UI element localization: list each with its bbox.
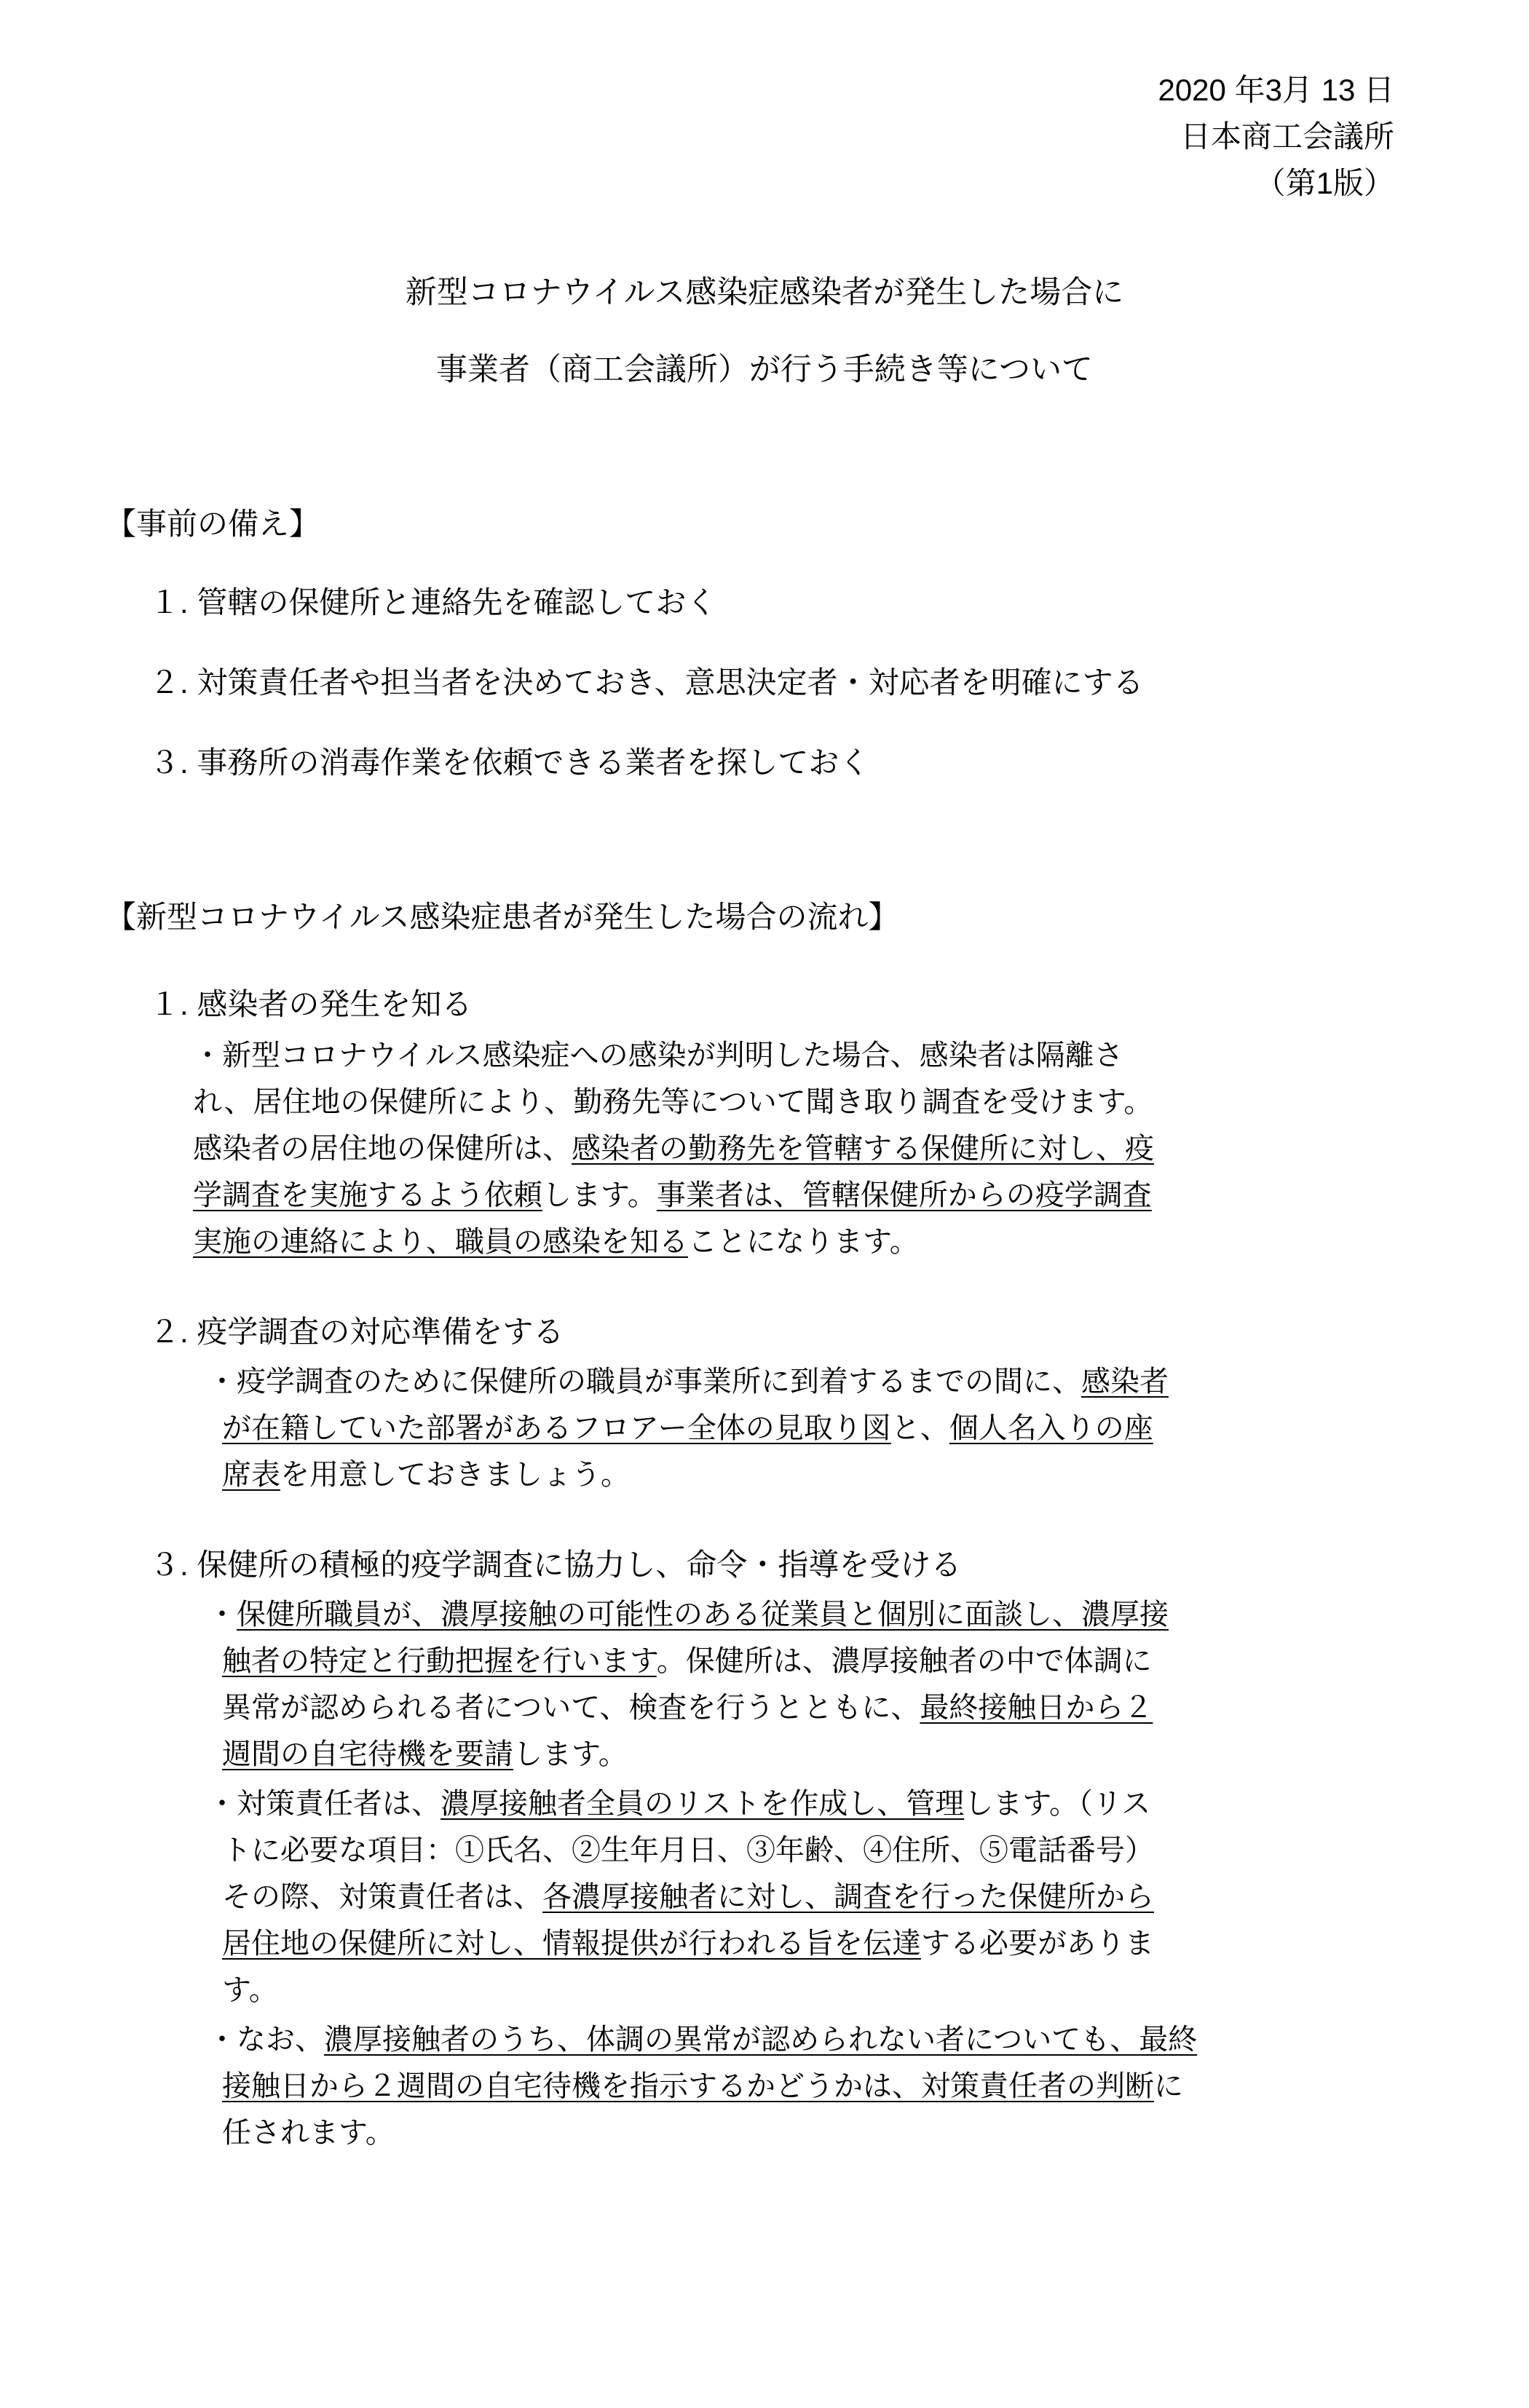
- flow-step-3-line: 接触日から２週間の自宅待機を指示するかどうかは、対策責任者の判断に: [222, 2070, 1183, 2103]
- document-title-line-1: 新型コロナウイルス感染症感染者が発生した場合に: [405, 275, 1124, 310]
- flow-step-3-line: ・なお、濃厚接触者のうち、体調の異常が認められない者についても、最終: [208, 2023, 1198, 2056]
- flow-step-3-line: 週間の自宅待機を要請します。: [222, 1738, 628, 1771]
- underlined-text: が在籍していた部署があるフロアー全体の見取り図: [222, 1411, 891, 1445]
- flow-step-3-line: ・保健所職員が、濃厚接触の可能性のある従業員と個別に面談し、濃厚接: [208, 1598, 1169, 1631]
- flow-step-2-line: が在籍していた部署があるフロアー全体の見取り図と、個人名入りの座: [222, 1411, 1153, 1445]
- underlined-text: 実施の連絡により、職員の感染を知る: [193, 1225, 688, 1259]
- underlined-text: 各濃厚接触者に対し、調査を行った保健所から: [542, 1880, 1154, 1914]
- flow-step-1-line: 感染者の居住地の保健所は、感染者の勤務先を管轄する保健所に対し、疫: [193, 1132, 1154, 1165]
- underlined-text: 保健所職員が、濃厚接触の可能性のある従業員と個別に面談し、濃厚接: [237, 1598, 1169, 1631]
- flow-step-3-line: す。: [222, 1973, 278, 2007]
- edition: （第1版）: [1255, 166, 1394, 200]
- issue-date: 2020 年3月 13 日: [1158, 73, 1394, 107]
- document-meta: [1158, 67, 1394, 207]
- underlined-text: 個人名入りの座: [949, 1411, 1153, 1445]
- flow-step-1-line: 実施の連絡により、職員の感染を知ることになります。: [193, 1225, 919, 1259]
- flow-step-2-line: ・疫学調査のために保健所の職員が事業所に到着するまでの間に、感染者: [208, 1365, 1169, 1398]
- flow-step-3-line: その際、対策責任者は、各濃厚接触者に対し、調査を行った保健所から: [222, 1880, 1154, 1914]
- underlined-text: 濃厚接触者のうち、体調の異常が認められない者についても、最終: [324, 2023, 1198, 2056]
- flow-step-3-line: トに必要な項目：①氏名、②生年月日、③年齢、④住所、⑤電話番号）: [222, 1834, 1154, 1867]
- prep-item-3: ３. 事務所の消毒作業を依頼できる業者を探しておく: [149, 745, 870, 780]
- underlined-text: 事業者は、管轄保健所からの疫学調査: [656, 1179, 1152, 1212]
- flow-step-3-line: ・対策責任者は、濃厚接触者全員のリストを作成し、管理します。（リス: [208, 1787, 1151, 1821]
- underlined-text: 感染者の勤務先を管轄する保健所に対し、疫: [572, 1132, 1154, 1165]
- section-heading-prep: 【事前の備え】: [106, 507, 320, 541]
- underlined-text: 学調査を実施するよう依頼: [193, 1179, 542, 1212]
- prep-item-2: ２. 対策責任者や担当者を決めておき、意思決定者・対応者を明確にする: [149, 665, 1144, 700]
- flow-step-3-line: 居住地の保健所に対し、情報提供が行われる旨を伝達する必要がありま: [222, 1927, 1154, 1960]
- underlined-text: 居住地の保健所に対し、情報提供が行われる旨を伝達: [222, 1927, 921, 1960]
- underlined-text: 接触日から２週間の自宅待機を指示するかどうかは、対策責任者の判断: [222, 2070, 1154, 2103]
- flow-step-3-line: 触者の特定と行動把握を行います。保健所は、濃厚接触者の中で体調に: [222, 1644, 1152, 1678]
- underlined-text: 週間の自宅待機を要請: [222, 1738, 513, 1771]
- document-title-line-2: 事業者（商工会議所）が行う手続き等について: [435, 352, 1094, 387]
- flow-step-1-line: ・新型コロナウイルス感染症への感染が判明した場合、感染者は隔離さ: [193, 1039, 1123, 1072]
- underlined-text: 触者の特定と行動把握を行います: [222, 1644, 657, 1678]
- flow-step-3-line: 任されます。: [222, 2116, 395, 2150]
- flow-step-1-line: 学調査を実施するよう依頼します。事業者は、管轄保健所からの疫学調査: [193, 1179, 1152, 1212]
- prep-item-1: １. 管轄の保健所と連絡先を確認しておく: [149, 585, 717, 619]
- flow-step-1-title: １. 感染者の発生を知る: [149, 987, 473, 1021]
- underlined-text: 席表: [222, 1458, 280, 1492]
- flow-step-2-line: 席表を用意しておきましょう。: [222, 1458, 630, 1492]
- flow-step-2-title: ２. 疫学調査の対応準備をする: [149, 1315, 564, 1349]
- underlined-text: 最終接触日から２: [920, 1691, 1153, 1724]
- flow-step-3-title: ３. 保健所の積極的疫学調査に協力し、命令・指導を受ける: [149, 1548, 962, 1582]
- flow-step-3-line: 異常が認められる者について、検査を行うとともに、最終接触日から２: [222, 1691, 1153, 1724]
- flow-step-1-line: れ、居住地の保健所により、勤務先等について聞き取り調査を受けます。: [193, 1085, 1153, 1119]
- section-heading-flow: 【新型コロナウイルス感染症患者が発生した場合の流れ】: [106, 900, 899, 934]
- issuer: 日本商工会議所: [1180, 119, 1394, 154]
- underlined-text: 感染者: [1081, 1365, 1169, 1398]
- underlined-text: 濃厚接触者全員のリストを作成し、管理: [440, 1787, 965, 1821]
